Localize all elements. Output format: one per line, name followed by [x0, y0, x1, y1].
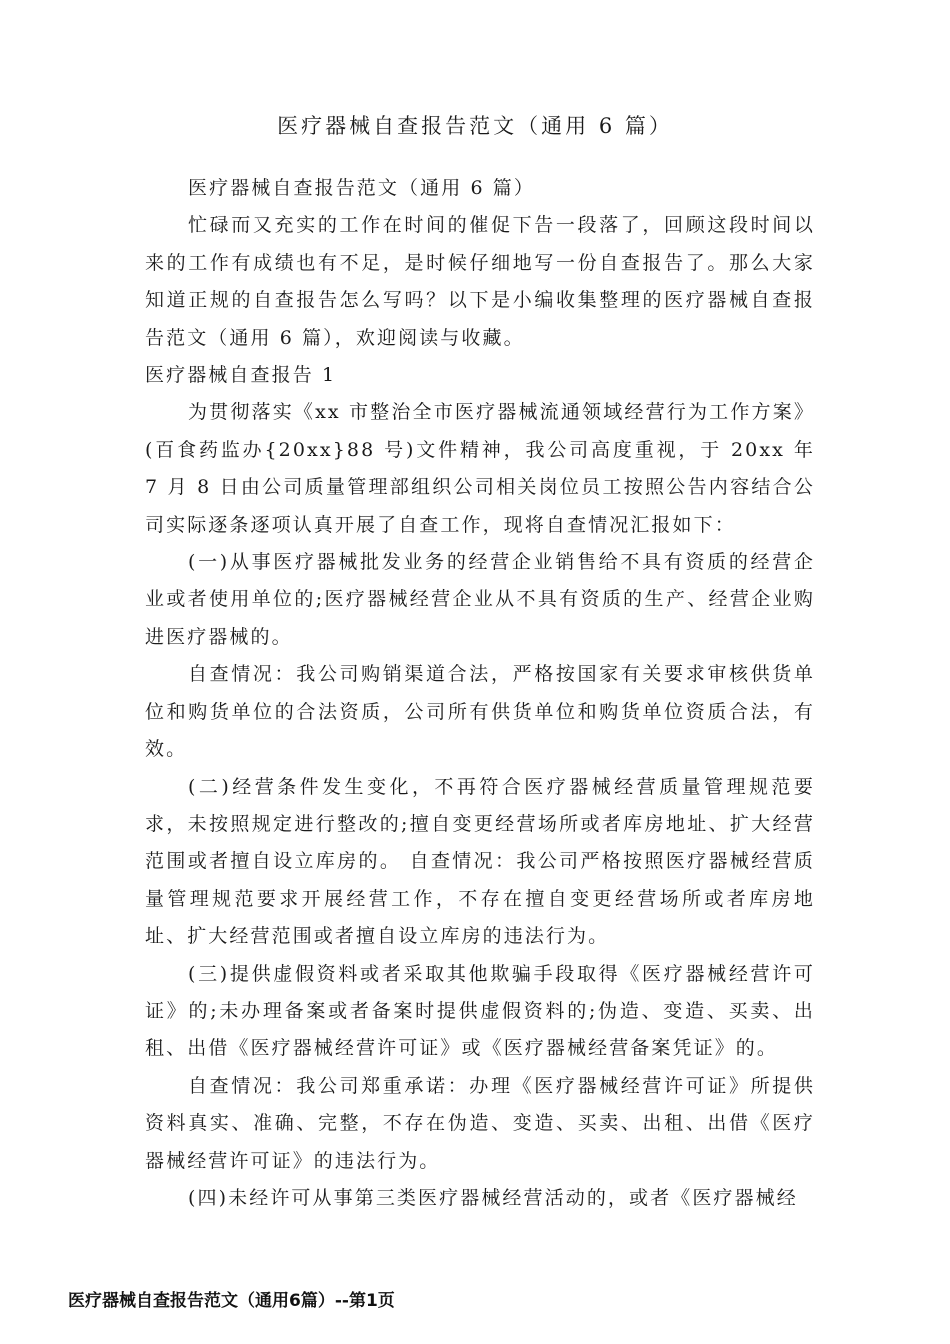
- paragraph: 为贯彻落实《xx 市整治全市医疗器械流通领域经营行为工作方案》(百食药监办{20xx}88 号)文件精神，我公司高度重视，于 20xx 年 7 月 8 日由公司质量管理部组织公司相关岗位员工按照公告内容结合公司实际逐条逐项认真开展了自查工作，现将自查情况汇报如下：: [145, 401, 815, 536]
- paragraph: 忙碌而又充实的工作在时间的催促下告一段落了，回顾这段时间以来的工作有成绩也有不足，是时候仔细地写一份自查报告了。那么大家知道正规的自查报告怎么写吗？以下是小编收集整理的医疗器械自查报告范文（通用 6 篇），欢迎阅读与收藏。: [145, 214, 815, 349]
- paragraph: (一)从事医疗器械批发业务的经营企业销售给不具有资质的经营企业或者使用单位的;医疗器械经营企业从不具有资质的生产、经营企业购进医疗器械的。: [145, 551, 815, 648]
- page-footer: 医疗器械自查报告范文（通用6篇）--第1页: [68, 1291, 395, 1311]
- paragraph: 自查情况：我公司郑重承诺：办理《医疗器械经营许可证》所提供资料真实、准确、完整，不存在伪造、变造、买卖、出租、出借《医疗器械经营许可证》的违法行为。: [145, 1074, 815, 1172]
- paragraph: 自查情况：我公司购销渠道合法，严格按国家有关要求审核供货单位和购货单位的合法资质，公司所有供货单位和购货单位资质合法，有效。: [145, 663, 815, 761]
- paragraph: (四)未经许可从事第三类医疗器械经营活动的，或者《医疗器械经: [188, 1186, 798, 1209]
- section-heading: 医疗器械自查报告 1: [145, 364, 337, 387]
- document-body: [145, 170, 815, 1217]
- document-title: 医疗器械自查报告范文（通用 6 篇）: [277, 114, 673, 138]
- paragraph: (三)提供虚假资料或者采取其他欺骗手段取得《医疗器械经营许可证》的;未办理备案或者备案时提供虚假资料的;伪造、变造、买卖、出租、出借《医疗器械经营许可证》或《医疗器械经营备案凭证》的。: [145, 962, 815, 1060]
- paragraph: 医疗器械自查报告范文（通用 6 篇）: [188, 177, 535, 199]
- paragraph: (二)经营条件发生变化，不再符合医疗器械经营质量管理规范要求，未按照规定进行整改的;擅自变更经营场所或者库房地址、扩大经营范围或者擅自设立库房的。 自查情况：我公司严格按照医疗器械经营质量管理规范要求开展经营工作，不存在擅自变更经营场所或者库房地址、扩大经营范围或者擅自设立库房的违法行为。: [145, 775, 815, 948]
